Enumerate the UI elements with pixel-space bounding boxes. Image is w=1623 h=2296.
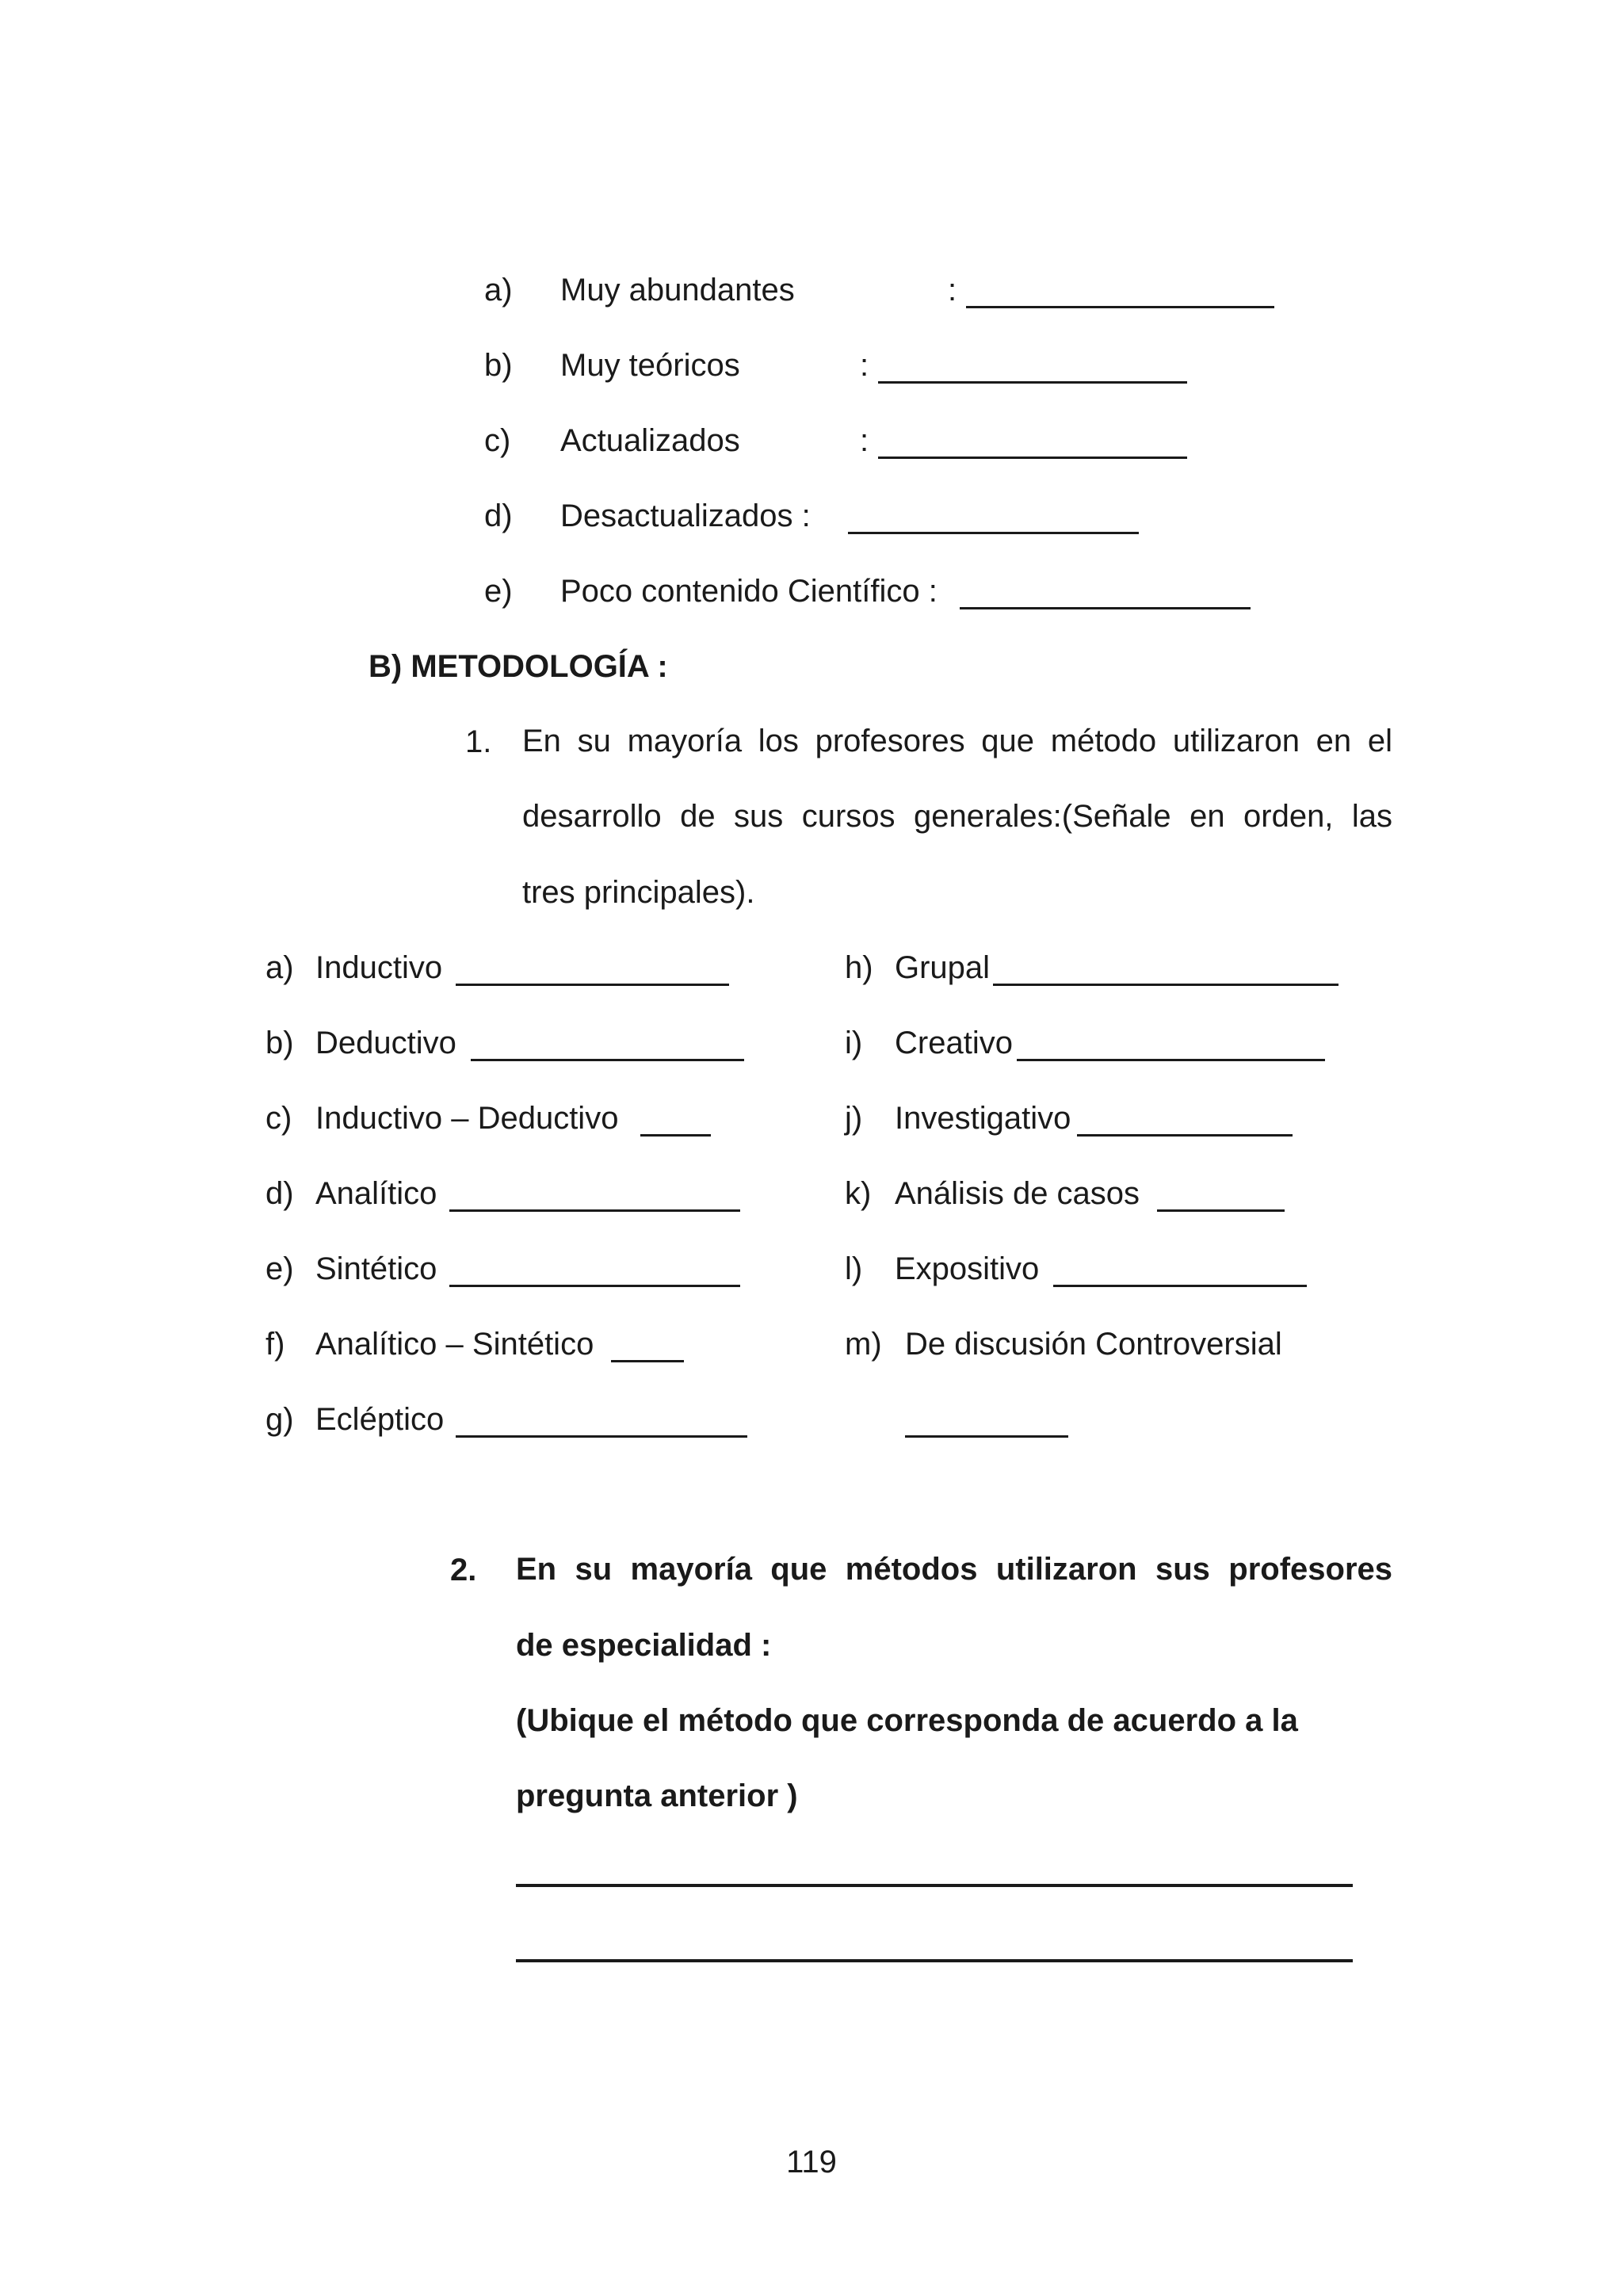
question-text: de especialidad :	[516, 1628, 772, 1663]
method-marker: h)	[845, 950, 873, 985]
method-label: Análisis de casos	[895, 1176, 1140, 1211]
method-label: De discusión Controversial	[905, 1327, 1282, 1362]
question-text: En su mayoría los profesores que método utilizaron en el	[522, 724, 1392, 758]
method-marker: f)	[265, 1327, 285, 1362]
method-label: Analítico – Sintético	[315, 1327, 594, 1362]
answer-blank[interactable]	[1053, 1285, 1307, 1287]
option-marker: b)	[484, 348, 513, 383]
method-label: Grupal	[895, 950, 991, 985]
option-marker: a)	[484, 273, 513, 308]
option-colon: :	[860, 423, 869, 458]
answer-blank[interactable]	[611, 1360, 684, 1362]
method-label: Deductivo	[315, 1026, 456, 1060]
method-marker: a)	[265, 950, 294, 985]
method-marker: k)	[845, 1176, 872, 1211]
method-marker: m)	[845, 1327, 882, 1362]
question-instruction: (Ubique el método que corresponda de acuerdo a la	[516, 1703, 1298, 1738]
answer-blank[interactable]	[640, 1134, 711, 1137]
section-heading: B) METODOLOGÍA :	[369, 649, 668, 684]
method-marker: d)	[265, 1176, 294, 1211]
answer-line[interactable]	[516, 1884, 1353, 1887]
answer-blank[interactable]	[456, 1435, 747, 1438]
question-text: tres principales).	[522, 875, 755, 910]
answer-line[interactable]	[516, 1959, 1353, 1962]
method-marker: g)	[265, 1402, 294, 1437]
option-marker: e)	[484, 574, 513, 609]
method-label: Expositivo	[895, 1251, 1040, 1286]
option-marker: d)	[484, 499, 513, 533]
method-label: Analítico	[315, 1176, 437, 1211]
option-colon: :	[860, 348, 869, 383]
option-colon: :	[948, 273, 957, 308]
method-marker: e)	[265, 1251, 294, 1286]
method-label: Creativo	[895, 1026, 1013, 1060]
option-label: Desactualizados :	[560, 499, 811, 533]
answer-blank[interactable]	[1017, 1059, 1325, 1061]
answer-blank[interactable]	[1077, 1134, 1293, 1137]
method-label: Investigativo	[895, 1101, 1071, 1136]
answer-blank[interactable]	[878, 457, 1187, 459]
option-label: Poco contenido Científico :	[560, 574, 938, 609]
question-text: En su mayoría que métodos utilizaron sus profesores	[516, 1552, 1392, 1587]
page-number: 119	[786, 2145, 837, 2179]
method-marker: b)	[265, 1026, 294, 1060]
answer-blank[interactable]	[905, 1435, 1068, 1438]
answer-blank[interactable]	[878, 381, 1187, 384]
answer-blank[interactable]	[449, 1209, 740, 1212]
option-label: Muy abundantes	[560, 273, 795, 308]
question-text: desarrollo de sus cursos generales:(Señale en orden, las	[522, 799, 1392, 834]
method-marker: c)	[265, 1101, 292, 1136]
answer-blank[interactable]	[449, 1285, 740, 1287]
answer-blank[interactable]	[471, 1059, 744, 1061]
answer-blank[interactable]	[993, 984, 1338, 986]
question-number: 1.	[465, 724, 492, 759]
option-label: Muy teóricos	[560, 348, 740, 383]
method-label: Ecléptico	[315, 1402, 445, 1437]
answer-blank[interactable]	[966, 306, 1274, 308]
method-label: Inductivo – Deductivo	[315, 1101, 619, 1136]
question-number: 2.	[450, 1553, 477, 1587]
method-label: Inductivo	[315, 950, 443, 985]
answer-blank[interactable]	[1157, 1209, 1285, 1212]
question-instruction: pregunta anterior )	[516, 1778, 798, 1813]
answer-blank[interactable]	[456, 984, 729, 986]
method-marker: l)	[845, 1251, 863, 1286]
method-marker: j)	[845, 1101, 863, 1136]
option-marker: c)	[484, 423, 511, 458]
answer-blank[interactable]	[848, 532, 1139, 534]
method-marker: i)	[845, 1026, 863, 1060]
method-label: Sintético	[315, 1251, 437, 1286]
option-label: Actualizados	[560, 423, 740, 458]
answer-blank[interactable]	[960, 607, 1251, 609]
